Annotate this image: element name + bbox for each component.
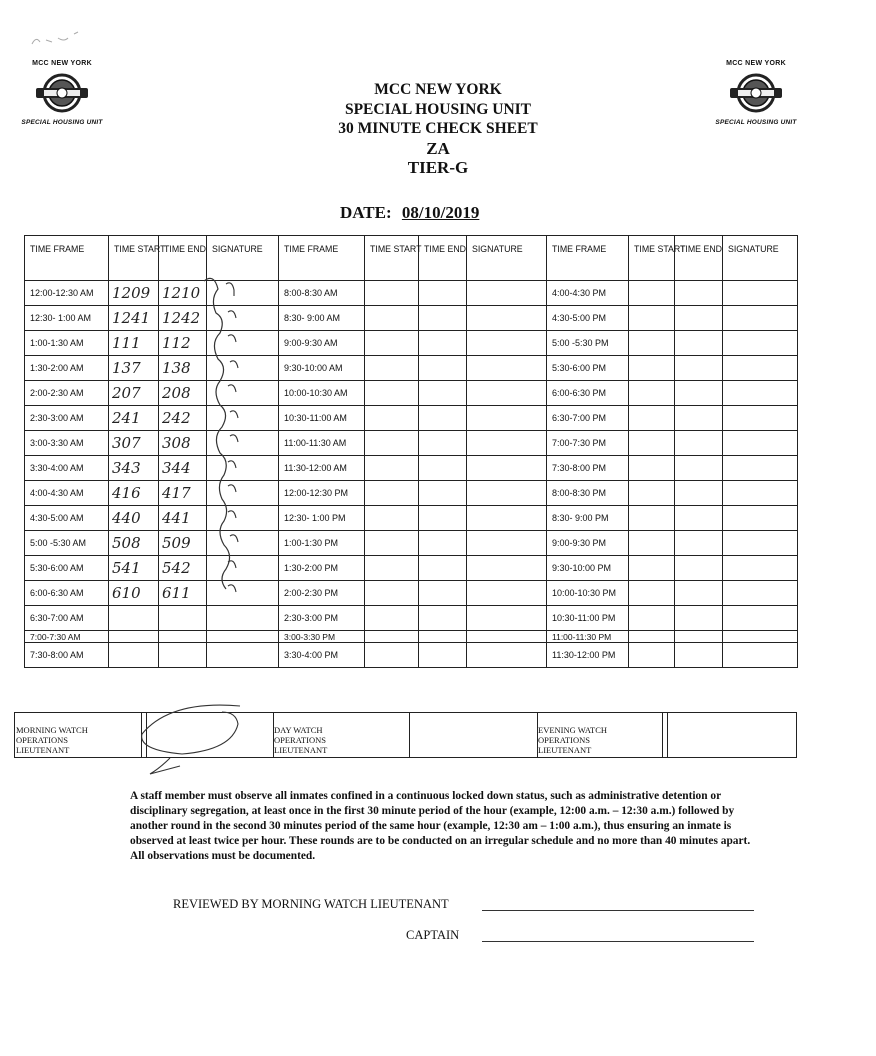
title-line-tier: TIER-G — [407, 158, 469, 177]
time-end-cell — [419, 631, 467, 643]
time-end-cell — [159, 643, 207, 668]
signature-cell — [467, 456, 547, 481]
time-end-cell — [419, 406, 467, 431]
signature-cell — [207, 381, 279, 406]
time-frame-cell: 7:30-8:00 PM — [547, 456, 629, 481]
column-header: TIME START — [365, 236, 419, 281]
signature-cell — [723, 356, 798, 381]
table-row — [25, 631, 798, 643]
signature-cell — [723, 581, 798, 606]
date-field — [340, 203, 479, 223]
table-row — [25, 381, 798, 406]
logo-right-top-text: MCC NEW YORK — [726, 60, 786, 67]
time-frame-cell: 4:00-4:30 AM — [25, 481, 109, 506]
evening-watch-label-line2: OPERATIONS — [538, 735, 590, 745]
time-start-cell — [109, 631, 159, 643]
time-end-cell — [675, 306, 723, 331]
time-start-cell — [629, 631, 675, 643]
column-header: SIGNATURE — [467, 236, 547, 281]
time-frame-cell: 8:00-8:30 PM — [547, 481, 629, 506]
signature-cell — [467, 281, 547, 306]
column-header: TIME END — [419, 236, 467, 281]
time-end-cell: 138 — [159, 356, 207, 381]
signature-cell — [467, 331, 547, 356]
time-frame-cell: 9:30-10:00 AM — [279, 356, 365, 381]
time-frame-cell: 11:00-11:30 AM — [279, 431, 365, 456]
time-end-cell — [419, 606, 467, 631]
signature-cell — [467, 306, 547, 331]
time-end-cell — [675, 406, 723, 431]
time-start-cell: 1241 — [109, 306, 159, 331]
time-start-cell — [365, 356, 419, 381]
time-end-cell — [675, 431, 723, 456]
time-end-cell — [419, 481, 467, 506]
time-start-cell: 241 — [109, 406, 159, 431]
signature-cell — [723, 281, 798, 306]
time-frame-cell: 9:30-10:00 PM — [547, 556, 629, 581]
time-frame-cell: 5:00 -5:30 AM — [25, 531, 109, 556]
signature-cell — [207, 606, 279, 631]
time-end-cell — [675, 506, 723, 531]
table-row — [25, 531, 798, 556]
time-end-cell — [675, 481, 723, 506]
time-frame-cell: 2:00-2:30 AM — [25, 381, 109, 406]
time-end-cell: 611 — [159, 581, 207, 606]
reviewed-by-signature-line[interactable] — [482, 910, 754, 911]
time-frame-cell: 5:30-6:00 PM — [547, 356, 629, 381]
document-title — [0, 80, 876, 178]
time-frame-cell: 3:00-3:30 AM — [25, 431, 109, 456]
time-frame-cell: 5:30-6:00 AM — [25, 556, 109, 581]
signature-cell — [207, 581, 279, 606]
time-start-cell: 207 — [109, 381, 159, 406]
time-frame-cell: 12:30- 1:00 PM — [279, 506, 365, 531]
time-start-cell: 343 — [109, 456, 159, 481]
signature-cell — [207, 631, 279, 643]
evening-watch-label-cell — [537, 713, 663, 757]
time-end-cell: 308 — [159, 431, 207, 456]
time-start-cell: 111 — [109, 331, 159, 356]
table-bottom-gap — [25, 668, 798, 689]
signature-cell — [207, 556, 279, 581]
time-end-cell: 344 — [159, 456, 207, 481]
time-end-cell — [675, 331, 723, 356]
time-end-cell — [419, 531, 467, 556]
time-frame-cell: 1:30-2:00 PM — [279, 556, 365, 581]
column-header: SIGNATURE — [723, 236, 798, 281]
time-start-cell: 1209 — [109, 281, 159, 306]
time-start-cell — [365, 306, 419, 331]
time-end-cell — [419, 506, 467, 531]
time-frame-cell: 3:30-4:00 PM — [279, 643, 365, 668]
time-frame-cell: 11:00-11:30 PM — [547, 631, 629, 643]
table-row — [25, 481, 798, 506]
signature-cell — [467, 631, 547, 643]
time-start-cell — [365, 331, 419, 356]
time-frame-cell: 9:00-9:30 AM — [279, 331, 365, 356]
time-start-cell: 508 — [109, 531, 159, 556]
time-frame-cell: 3:30-4:00 AM — [25, 456, 109, 481]
time-frame-cell: 11:30-12:00 AM — [279, 456, 365, 481]
time-end-cell — [675, 606, 723, 631]
time-start-cell — [365, 406, 419, 431]
title-line-za: ZA — [426, 138, 450, 158]
time-end-cell — [675, 531, 723, 556]
signature-cell — [723, 481, 798, 506]
signature-cell — [723, 406, 798, 431]
stray-pen-mark — [28, 28, 88, 52]
date-label: DATE: — [340, 203, 392, 222]
day-watch-label-cell — [273, 713, 410, 757]
title-line-sheet: 30 MINUTE CHECK SHEET — [338, 120, 538, 137]
time-start-cell: 610 — [109, 581, 159, 606]
time-start-cell — [629, 531, 675, 556]
time-start-cell — [629, 381, 675, 406]
evening-watch-label-line3: LIEUTENANT — [538, 745, 592, 755]
time-start-cell — [629, 356, 675, 381]
watch-signature-strip — [14, 712, 797, 758]
signature-cell — [467, 506, 547, 531]
table-row — [25, 456, 798, 481]
time-frame-cell: 4:00-4:30 PM — [547, 281, 629, 306]
column-header: SIGNATURE — [207, 236, 279, 281]
signature-cell — [207, 531, 279, 556]
time-end-cell — [159, 631, 207, 643]
signature-cell — [207, 431, 279, 456]
signature-cell — [723, 506, 798, 531]
time-frame-cell: 10:30-11:00 PM — [547, 606, 629, 631]
time-end-cell — [419, 431, 467, 456]
time-start-cell: 307 — [109, 431, 159, 456]
signature-cell — [723, 643, 798, 668]
time-start-cell — [109, 643, 159, 668]
logo-left-top-text: MCC NEW YORK — [32, 60, 92, 67]
time-frame-cell: 10:30-11:00 AM — [279, 406, 365, 431]
time-start-cell — [629, 606, 675, 631]
table-row — [25, 643, 798, 668]
policy-text: A staff member must observe all inmates confined in a continuous locked down status, such as administrative detention or disciplinary segregation, at least once in the first 30 minute period of the hour (example, 12:00 a.m. – 12:30 a.m.) followed by another round in the second 30 minutes period of the same hour (example, 12:30 am – 1:00 a.m.), thus ensuring an inmate is observed at least twice per hour. These rounds are to be conducted on an irregular schedule and no more than 40 minutes apart. All observations must be documented. — [130, 790, 751, 862]
time-frame-cell: 10:00-10:30 AM — [279, 381, 365, 406]
time-end-cell — [675, 581, 723, 606]
time-start-cell — [629, 481, 675, 506]
logo-left-bottom-text: SPECIAL HOUSING UNIT — [21, 119, 103, 126]
time-start-cell: 137 — [109, 356, 159, 381]
time-frame-cell: 2:30-3:00 PM — [279, 606, 365, 631]
time-end-cell: 417 — [159, 481, 207, 506]
time-start-cell — [629, 406, 675, 431]
time-frame-cell: 7:00-7:30 PM — [547, 431, 629, 456]
signature-cell — [467, 356, 547, 381]
time-end-cell — [675, 381, 723, 406]
time-start-cell — [629, 643, 675, 668]
time-start-cell — [629, 506, 675, 531]
signature-cell — [207, 506, 279, 531]
signature-cell — [723, 456, 798, 481]
time-end-cell: 112 — [159, 331, 207, 356]
time-end-cell — [419, 281, 467, 306]
time-start-cell — [365, 531, 419, 556]
signature-cell — [467, 406, 547, 431]
signature-cell — [723, 606, 798, 631]
time-end-cell: 509 — [159, 531, 207, 556]
signature-cell — [467, 643, 547, 668]
time-frame-cell: 3:00-3:30 PM — [279, 631, 365, 643]
time-frame-cell: 5:00 -5:30 PM — [547, 331, 629, 356]
title-line-institution: MCC NEW YORK — [374, 81, 502, 98]
time-end-cell: 542 — [159, 556, 207, 581]
time-frame-cell: 12:30- 1:00 AM — [25, 306, 109, 331]
time-start-cell — [629, 306, 675, 331]
time-end-cell: 1242 — [159, 306, 207, 331]
table-row — [25, 431, 798, 456]
table-row — [25, 281, 798, 306]
time-start-cell — [365, 556, 419, 581]
time-start-cell — [365, 506, 419, 531]
captain-signature-line[interactable] — [482, 941, 754, 942]
time-end-cell — [419, 556, 467, 581]
signature-cell — [467, 606, 547, 631]
time-start-cell — [365, 643, 419, 668]
time-end-cell: 441 — [159, 506, 207, 531]
signature-cell — [723, 381, 798, 406]
reviewed-by-label: REVIEWED BY MORNING WATCH LIEUTENANT — [173, 897, 449, 911]
time-end-cell — [419, 643, 467, 668]
time-frame-cell: 6:00-6:30 PM — [547, 381, 629, 406]
signature-cell — [207, 331, 279, 356]
signature-cell — [207, 306, 279, 331]
signature-cell — [467, 431, 547, 456]
signature-cell — [723, 306, 798, 331]
signature-cell — [723, 531, 798, 556]
signature-cell — [467, 531, 547, 556]
morning-watch-label: MORNING WATCH — [16, 725, 88, 735]
signature-cell — [467, 581, 547, 606]
time-start-cell — [365, 381, 419, 406]
time-frame-cell: 10:00-10:30 PM — [547, 581, 629, 606]
time-end-cell — [419, 381, 467, 406]
time-frame-cell: 8:30- 9:00 AM — [279, 306, 365, 331]
table-row — [25, 606, 798, 631]
table-row — [25, 306, 798, 331]
time-start-cell — [365, 631, 419, 643]
signature-cell — [467, 381, 547, 406]
signature-cell — [467, 556, 547, 581]
time-frame-cell: 1:00-1:30 AM — [25, 331, 109, 356]
time-start-cell — [365, 456, 419, 481]
captain-label: CAPTAIN — [406, 928, 460, 942]
column-header: TIME END — [159, 236, 207, 281]
time-start-cell — [109, 606, 159, 631]
signature-cell — [723, 431, 798, 456]
time-end-cell: 242 — [159, 406, 207, 431]
time-frame-cell: 4:30-5:00 AM — [25, 506, 109, 531]
time-start-cell — [365, 481, 419, 506]
time-end-cell — [675, 643, 723, 668]
time-end-cell: 208 — [159, 381, 207, 406]
signature-cell — [207, 356, 279, 381]
time-start-cell — [365, 581, 419, 606]
morning-watch-label-cell — [15, 713, 142, 757]
day-watch-label-line2: OPERATIONS — [274, 735, 326, 745]
column-header: TIME START — [629, 236, 675, 281]
time-start-cell — [629, 281, 675, 306]
signature-cell — [207, 406, 279, 431]
table-row — [25, 506, 798, 531]
time-end-cell — [419, 306, 467, 331]
time-frame-cell: 8:30- 9:00 PM — [547, 506, 629, 531]
day-watch-signature-box[interactable] — [409, 713, 538, 757]
column-header: TIME START — [109, 236, 159, 281]
time-end-cell — [419, 581, 467, 606]
time-frame-cell: 8:00-8:30 AM — [279, 281, 365, 306]
time-frame-cell: 12:00-12:30 AM — [25, 281, 109, 306]
time-frame-cell: 6:30-7:00 PM — [547, 406, 629, 431]
time-end-cell — [675, 631, 723, 643]
time-start-cell — [365, 431, 419, 456]
time-frame-cell: 11:30-12:00 PM — [547, 643, 629, 668]
signature-cell — [723, 556, 798, 581]
time-end-cell: 1210 — [159, 281, 207, 306]
time-end-cell — [675, 556, 723, 581]
signature-cell — [207, 643, 279, 668]
time-frame-cell: 2:00-2:30 PM — [279, 581, 365, 606]
column-header: TIME FRAME — [547, 236, 629, 281]
time-frame-cell: 2:30-3:00 AM — [25, 406, 109, 431]
time-start-cell — [365, 606, 419, 631]
morning-watch-label-line3: LIEUTENANT — [16, 745, 70, 755]
check-sheet-table — [24, 235, 798, 688]
signature-cell — [207, 481, 279, 506]
time-start-cell — [629, 556, 675, 581]
table-row — [25, 556, 798, 581]
signature-cell — [207, 456, 279, 481]
signature-cell — [723, 331, 798, 356]
time-end-cell — [675, 456, 723, 481]
signature-cell — [467, 481, 547, 506]
column-header: TIME FRAME — [279, 236, 365, 281]
time-frame-cell: 7:00-7:30 AM — [25, 631, 109, 643]
time-end-cell — [419, 456, 467, 481]
table-header-row — [25, 236, 798, 281]
time-frame-cell: 1:00-1:30 PM — [279, 531, 365, 556]
time-frame-cell: 12:00-12:30 PM — [279, 481, 365, 506]
time-end-cell — [159, 606, 207, 631]
time-start-cell — [629, 431, 675, 456]
table-row — [25, 356, 798, 381]
time-end-cell — [419, 331, 467, 356]
time-frame-cell: 6:00-6:30 AM — [25, 581, 109, 606]
logo-right-bottom-text: SPECIAL HOUSING UNIT — [715, 119, 797, 126]
time-end-cell — [675, 356, 723, 381]
signature-cell — [207, 281, 279, 306]
time-end-cell — [675, 281, 723, 306]
time-start-cell: 440 — [109, 506, 159, 531]
time-start-cell — [629, 581, 675, 606]
title-line-unit: SPECIAL HOUSING UNIT — [344, 100, 532, 118]
evening-watch-signature-box[interactable] — [667, 713, 795, 757]
evening-watch-label: EVENING WATCH — [538, 725, 608, 735]
time-frame-cell: 9:00-9:30 PM — [547, 531, 629, 556]
column-header: TIME END — [675, 236, 723, 281]
column-header: TIME FRAME — [25, 236, 109, 281]
time-end-cell — [419, 356, 467, 381]
day-watch-label: DAY WATCH — [274, 725, 323, 735]
table-row — [25, 331, 798, 356]
time-start-cell — [629, 331, 675, 356]
table-row — [25, 581, 798, 606]
day-watch-label-line3: LIEUTENANT — [274, 745, 328, 755]
morning-watch-label-line2: OPERATIONS — [16, 735, 68, 745]
signature-cell — [723, 631, 798, 643]
date-value: 08/10/2019 — [401, 203, 480, 222]
morning-watch-signature-box[interactable] — [146, 713, 274, 757]
time-frame-cell: 7:30-8:00 AM — [25, 643, 109, 668]
time-start-cell: 416 — [109, 481, 159, 506]
table-row — [25, 406, 798, 431]
time-frame-cell: 4:30-5:00 PM — [547, 306, 629, 331]
time-frame-cell: 6:30-7:00 AM — [25, 606, 109, 631]
time-start-cell — [629, 456, 675, 481]
time-start-cell — [365, 281, 419, 306]
spacer-cell — [25, 668, 798, 689]
time-frame-cell: 1:30-2:00 AM — [25, 356, 109, 381]
time-start-cell: 541 — [109, 556, 159, 581]
